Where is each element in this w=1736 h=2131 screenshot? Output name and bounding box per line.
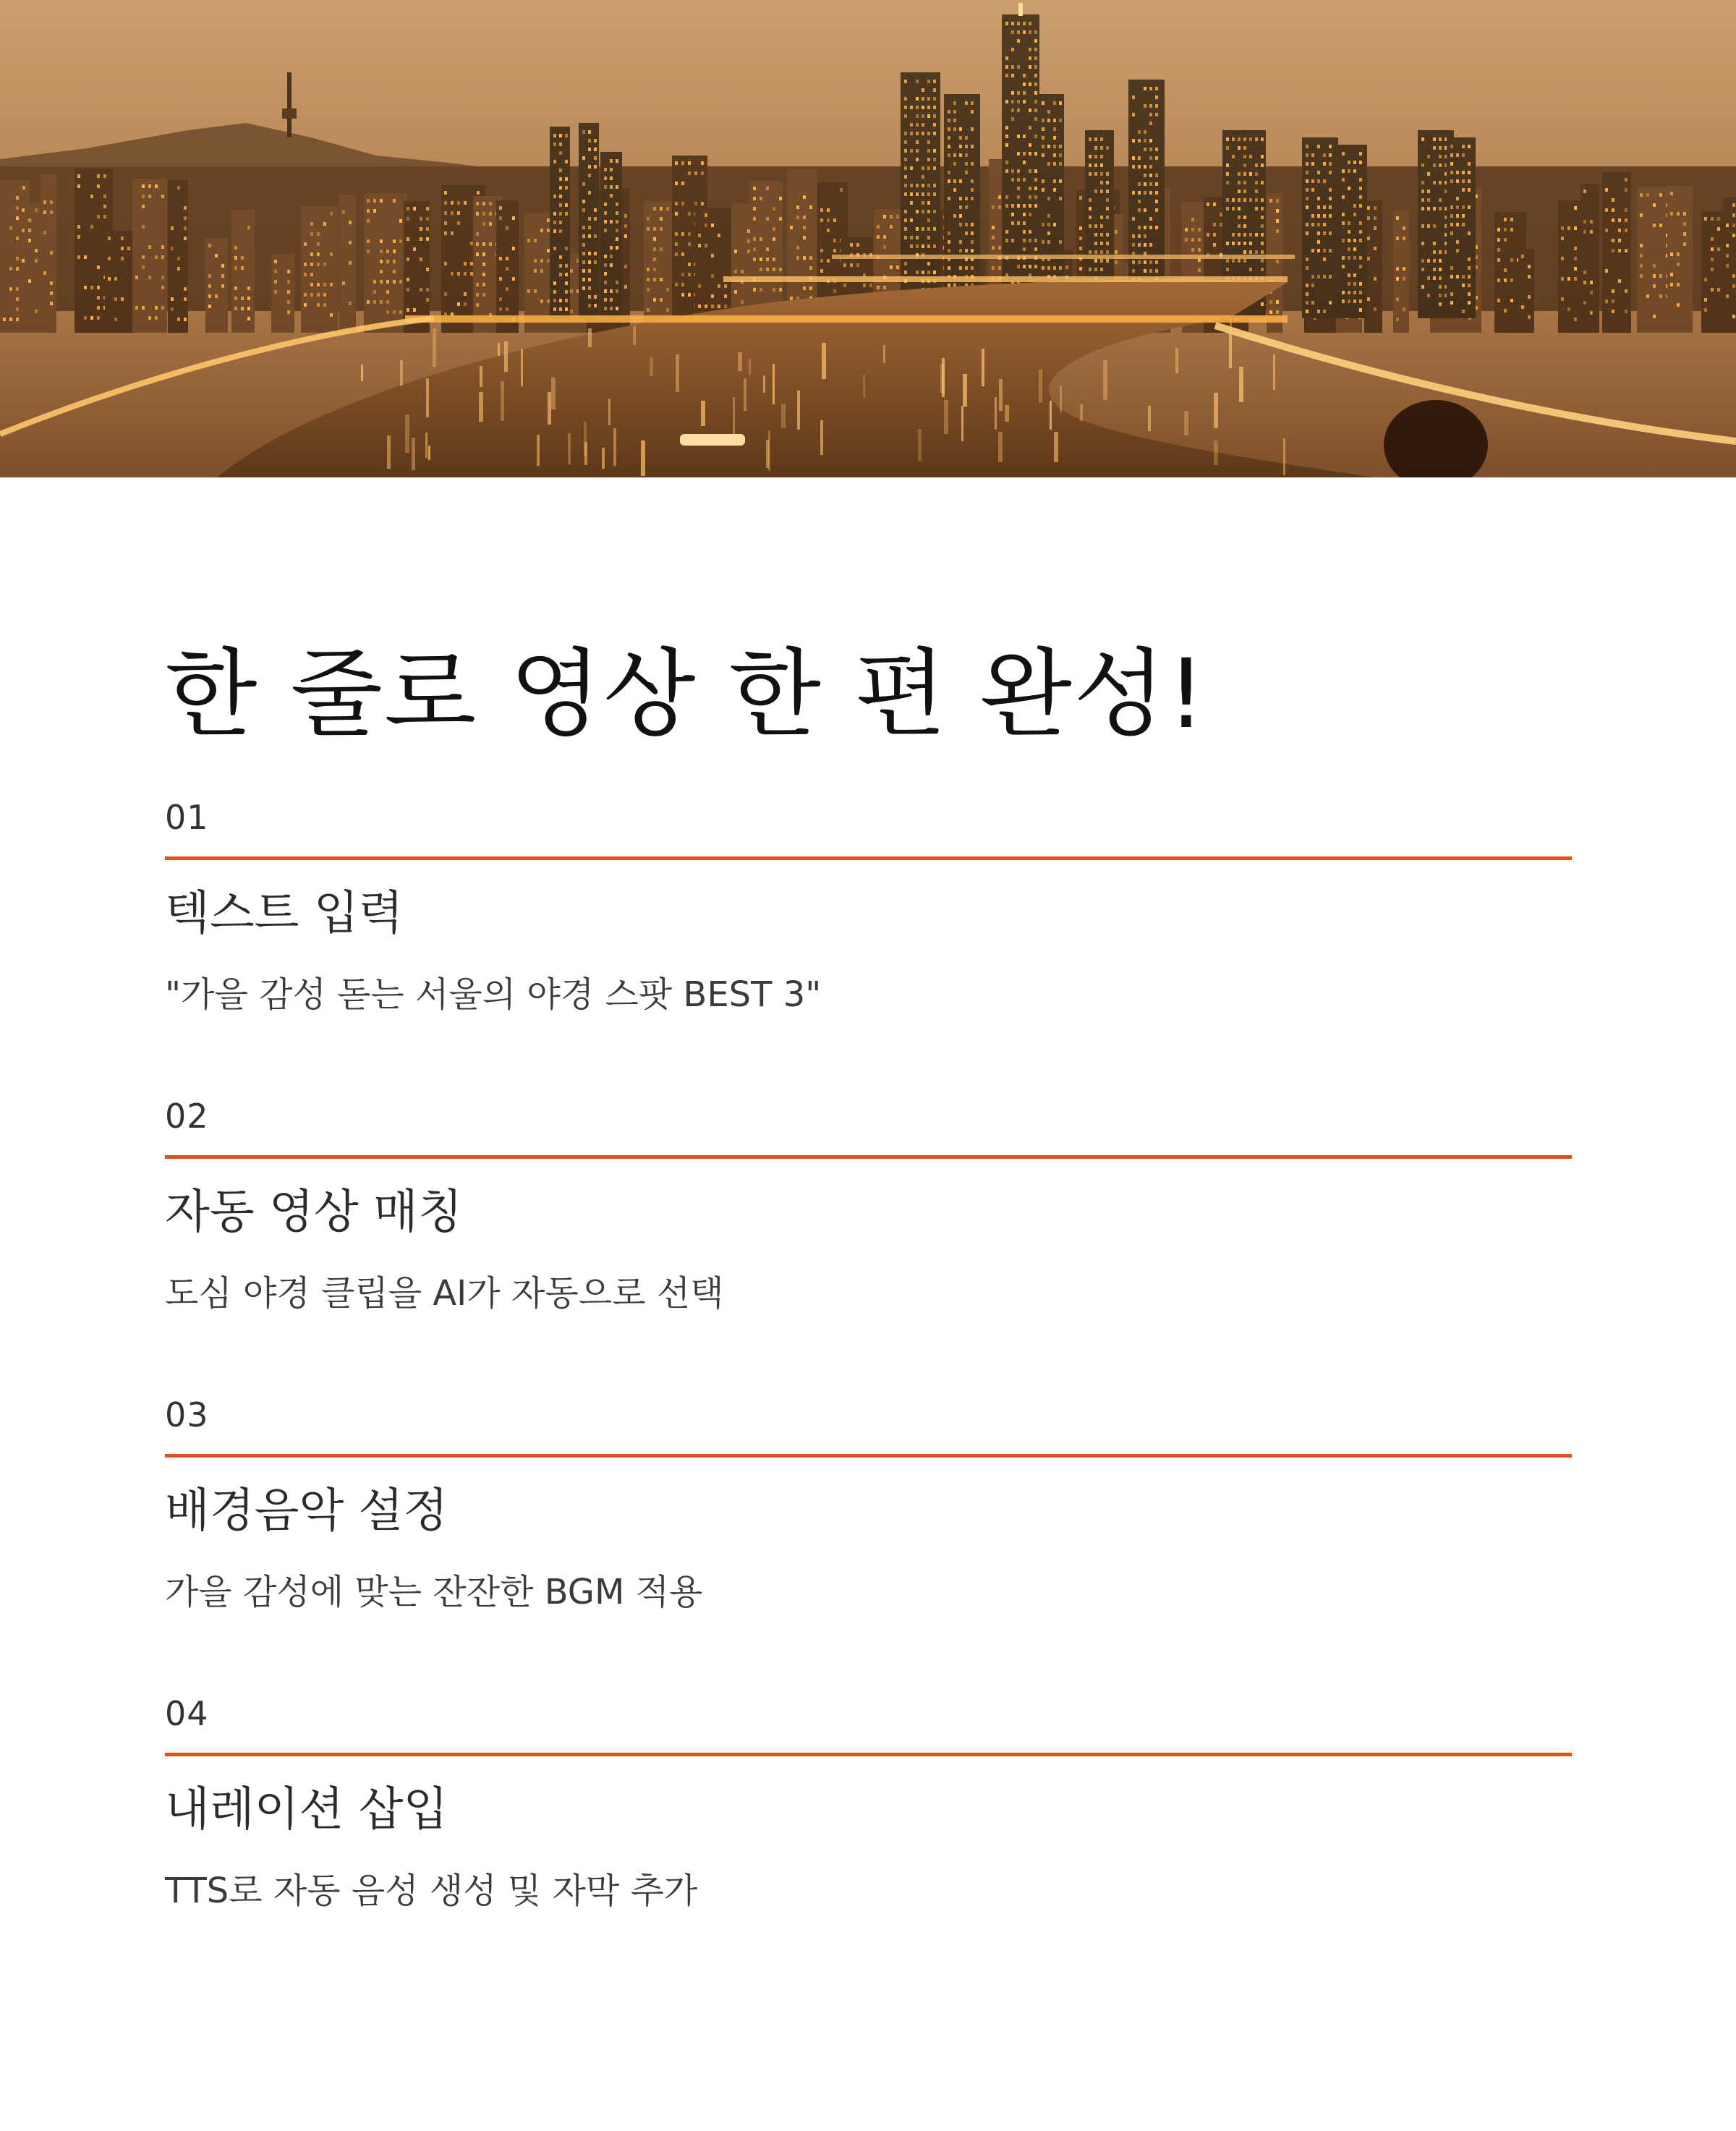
step-divider [165, 856, 1572, 860]
step-divider [165, 1155, 1572, 1159]
step-description: "가을 감성 돋는 서울의 야경 스팟 BEST 3" [165, 974, 822, 1015]
step-number: 02 [165, 1097, 209, 1136]
step-title: 자동 영상 매칭 [165, 1186, 463, 1239]
step-item-4 [165, 1692, 1572, 1991]
main-content [165, 637, 1572, 1991]
step-description: 도심 야경 클립을 AI가 자동으로 선택 [165, 1273, 724, 1314]
step-number: 04 [165, 1694, 209, 1733]
step-title: 배경음악 설정 [165, 1484, 448, 1538]
step-item-2 [165, 1094, 1572, 1393]
header-image [0, 0, 1736, 477]
step-title: 내레이션 삽입 [165, 1783, 448, 1837]
step-divider [165, 1454, 1572, 1458]
step-number: 01 [165, 798, 209, 837]
step-number: 03 [165, 1395, 209, 1434]
step-divider [165, 1753, 1572, 1756]
step-title: 텍스트 입력 [165, 887, 404, 940]
step-item-3 [165, 1393, 1572, 1692]
page-title: 한 줄로 영상 한 편 완성! [165, 639, 1207, 750]
step-description: 가을 감성에 맞는 잔잔한 BGM 적용 [165, 1572, 703, 1612]
step-item-1 [165, 796, 1572, 1094]
step-description: TTS로 자동 음성 생성 및 자막 추가 [165, 1871, 698, 1911]
step-list [165, 796, 1572, 1991]
night-cityscape-photo [0, 0, 1736, 477]
